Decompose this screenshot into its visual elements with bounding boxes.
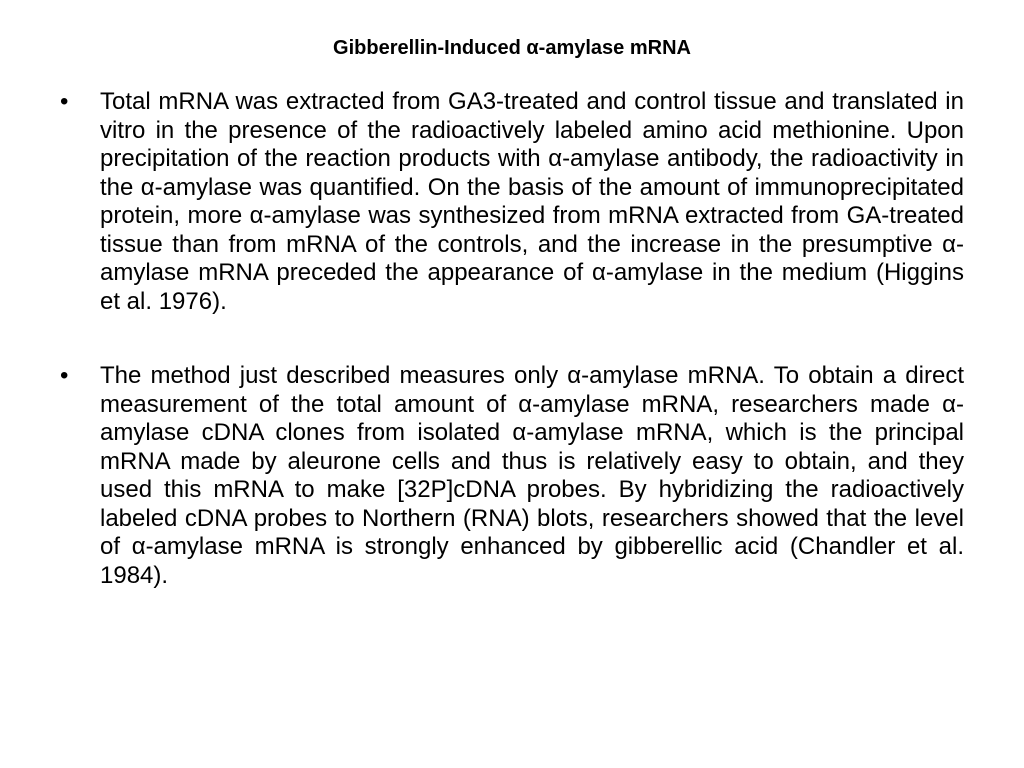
bullet-icon: • [60,362,69,389]
bullet-item [60,88,964,316]
bullet-icon: • [60,88,69,115]
bullet-list [60,88,964,590]
bullet-text: The method just described measures only α-amylase mRNA. To obtain a direct measurement of the total amount of α-amylase mRNA, researchers made α-amylase cDNA clones from isolated α-amylase mRNA, which is the principal mRNA made by aleurone cells and thus is relatively easy to obtain, and they used this mRNA to make [32P]cDNA probes. By hybridizing the radioactively labeled cDNA probes to Northern (RNA) blots, researchers showed that the level of α-amylase mRNA is strongly enhanced by gibberellic acid (Chandler et al. 1984). [100,362,964,589]
bullet-text: Total mRNA was extracted from GA3-treated and control tissue and translated in vitro in the presence of the radioactively labeled amino acid methionine. Upon precipitation of the reaction products with α-amylase antibody, the radioactivity in the α-amylase was quantified. On the basis of the amount of immunoprecipitated protein, more α-amylase was synthesized from mRNA extracted from GA-treated tissue than from mRNA of the controls, and the increase in the presumptive α-amylase mRNA preceded the appearance of α-amylase in the medium (Higgins et al. 1976). [100,88,964,315]
bullet-item [60,362,964,590]
slide-title: Gibberellin-Induced α-amylase mRNA [333,37,691,59]
